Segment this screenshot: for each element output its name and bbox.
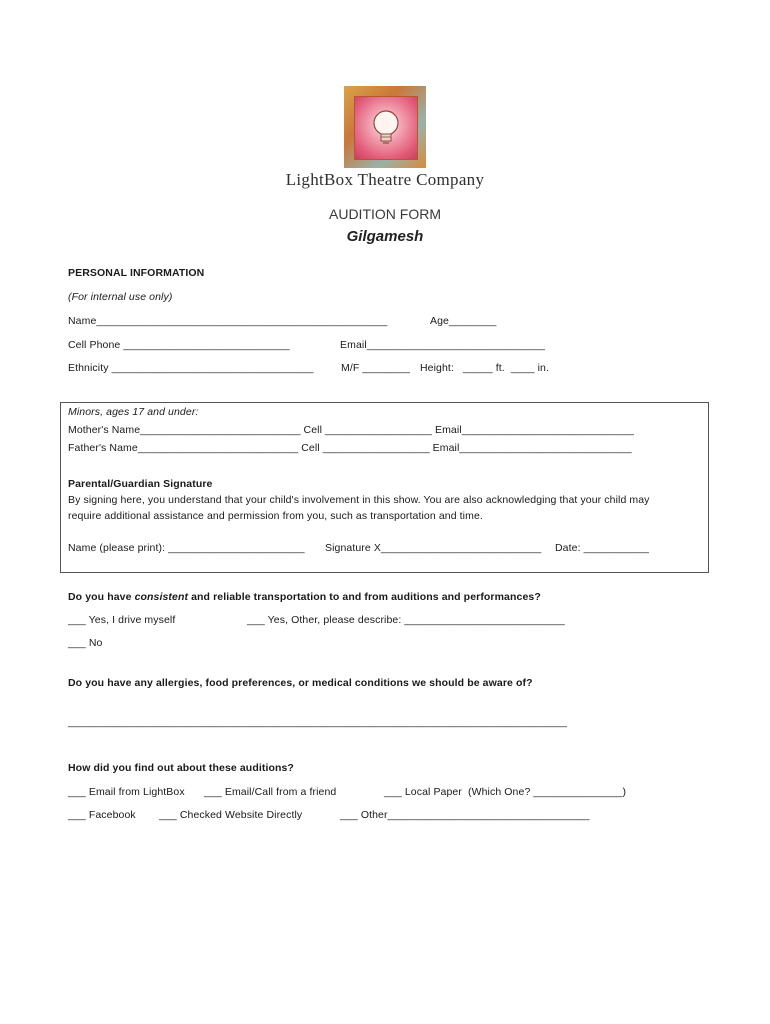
father-info-field[interactable]: Father's Name___________________________ Cell __________________ Email_____________________________ <box>68 442 632 454</box>
consent-text-line2: require additional assistance and permission from you, such as transportation and time. <box>68 510 483 522</box>
guardian-signature-heading: Parental/Guardian Signature <box>68 478 213 490</box>
gender-field[interactable]: M/F ________ <box>341 362 410 374</box>
transport-question-start: Do you have <box>68 591 135 603</box>
name-field[interactable]: Name_________________________________________________ <box>68 315 388 327</box>
ethnicity-field[interactable]: Ethnicity __________________________________ <box>68 362 314 374</box>
show-title: Gilgamesh <box>346 228 424 245</box>
source-question: How did you find out about these auditions? <box>68 762 294 774</box>
company-logo <box>344 86 426 168</box>
transport-question <box>68 591 541 603</box>
allergies-question: Do you have any allergies, food preferences, or medical conditions we should be aware of? <box>68 677 533 689</box>
consent-text-line1: By signing here, you understand that your child's involvement in this show. You are also acknowledging that your child may <box>68 494 650 506</box>
personal-info-heading: PERSONAL INFORMATION <box>68 267 205 279</box>
print-name-field[interactable]: Name (please print): _______________________ <box>68 542 305 554</box>
source-option-other[interactable]: ___ Other__________________________________ <box>340 809 590 821</box>
email-field[interactable]: Email______________________________ <box>340 339 545 351</box>
transport-question-end: and reliable transportation to and from auditions and performances? <box>188 591 541 603</box>
signature-field[interactable]: Signature X___________________________ <box>325 542 542 554</box>
date-field[interactable]: Date: ___________ <box>555 542 649 554</box>
mother-info-field[interactable]: Mother's Name___________________________ Cell __________________ Email_____________________________ <box>68 424 634 436</box>
form-title: AUDITION FORM <box>329 206 441 222</box>
transport-option-drive[interactable]: ___ Yes, I drive myself <box>68 614 176 626</box>
cell-phone-field[interactable]: Cell Phone ____________________________ <box>68 339 290 351</box>
source-option-friend[interactable]: ___ Email/Call from a friend <box>204 786 337 798</box>
transport-option-other[interactable]: ___ Yes, Other, please describe: ___________________________ <box>247 614 565 626</box>
transport-question-emphasis: consistent <box>134 591 189 603</box>
source-option-facebook[interactable]: ___ Facebook <box>68 809 136 821</box>
internal-use-note: (For internal use only) <box>68 291 173 303</box>
minors-heading: Minors, ages 17 and under: <box>68 406 199 418</box>
height-field[interactable]: Height: _____ ft. ____ in. <box>420 362 549 374</box>
age-field[interactable]: Age________ <box>430 315 497 327</box>
lightbulb-icon <box>354 96 418 160</box>
source-option-email[interactable]: ___ Email from LightBox <box>68 786 185 798</box>
source-option-website[interactable]: ___ Checked Website Directly <box>159 809 303 821</box>
transport-option-no[interactable]: ___ No <box>68 637 103 649</box>
company-name: LightBox Theatre Company <box>285 170 485 189</box>
allergies-answer-line[interactable]: ____________________________________________________________________________________ <box>68 716 567 728</box>
source-option-paper[interactable]: ___ Local Paper (Which One? _______________) <box>384 786 627 798</box>
